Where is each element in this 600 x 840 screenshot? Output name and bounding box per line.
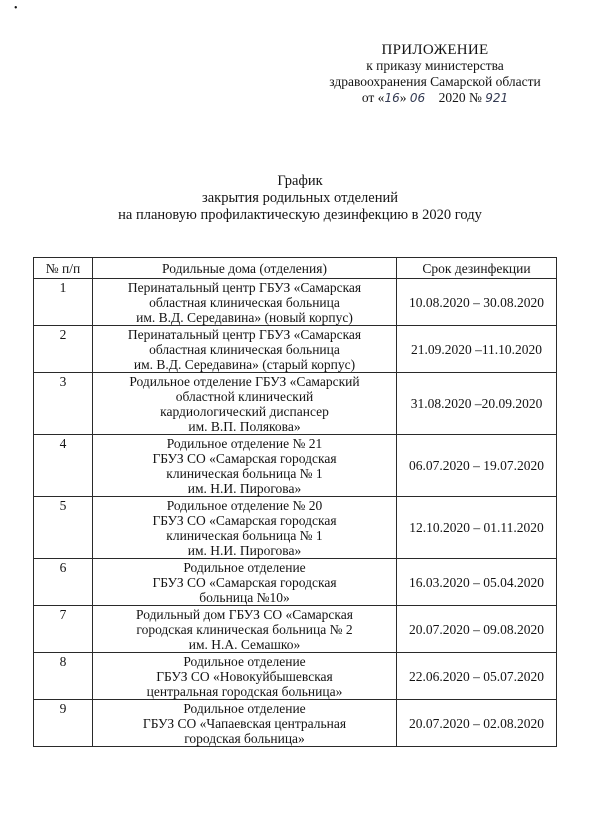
- table-row: [34, 279, 557, 326]
- maternity-name-line: ГБУЗ СО «Самарская городская: [152, 575, 337, 590]
- row-number: 5: [34, 497, 93, 559]
- row-number: 9: [34, 700, 93, 747]
- disinfection-period: 20.07.2020 – 02.08.2020: [397, 700, 557, 747]
- maternity-name-line: ГБУЗ СО «Самарская городская: [152, 513, 337, 528]
- column-header-number: № п/п: [34, 258, 93, 279]
- appendix-heading: ПРИЛОЖЕНИЕ: [381, 42, 489, 58]
- schedule-table: [33, 257, 557, 747]
- maternity-name-line: ГБУЗ СО «Самарская городская: [152, 451, 337, 466]
- disinfection-period: 06.07.2020 – 19.07.2020: [397, 435, 557, 497]
- maternity-name-line: им. Н.А. Семашко»: [188, 637, 301, 652]
- maternity-name: [93, 700, 397, 747]
- maternity-name: [93, 606, 397, 653]
- order-number: 921: [485, 91, 509, 105]
- maternity-name-line: клиническая больница № 1: [166, 466, 323, 481]
- row-number: 8: [34, 653, 93, 700]
- maternity-name-line: им. В.Д. Середавина» (старый корпус): [133, 357, 356, 372]
- maternity-name-line: областной клинический: [175, 389, 314, 404]
- column-header-period: Срок дезинфекции: [397, 258, 557, 279]
- title-line-2: закрытия родильных отделений: [201, 190, 398, 206]
- maternity-name-line: кардиологический диспансер: [160, 404, 329, 419]
- document-title: [40, 173, 560, 224]
- table-row: [34, 326, 557, 373]
- maternity-name: [93, 326, 397, 373]
- table-header-row: [34, 258, 557, 279]
- row-number: 7: [34, 606, 93, 653]
- column-header-maternity: Родильные дома (отделения): [93, 258, 397, 279]
- maternity-name-line: им. Н.И. Пирогова»: [187, 481, 302, 496]
- maternity-name-line: Перинатальный центр ГБУЗ «Самарская: [127, 327, 362, 342]
- row-number: 2: [34, 326, 93, 373]
- number-sign: №: [469, 90, 482, 105]
- appendix-block: [300, 42, 570, 106]
- maternity-name-line: городская больница»: [184, 731, 305, 746]
- date-year: 2020: [438, 90, 466, 105]
- maternity-name-line: больница №10»: [199, 590, 290, 605]
- row-number: 4: [34, 435, 93, 497]
- title-line-1: График: [277, 173, 323, 189]
- disinfection-period: 12.10.2020 – 01.11.2020: [397, 497, 557, 559]
- disinfection-period: 21.09.2020 –11.10.2020: [397, 326, 557, 373]
- maternity-name-line: им. В.Д. Середавина» (новый корпус): [136, 310, 353, 325]
- maternity-name: [93, 653, 397, 700]
- maternity-name: [93, 559, 397, 606]
- table-row: [34, 497, 557, 559]
- maternity-name-line: им. Н.И. Пирогова»: [187, 543, 302, 558]
- date-day: 16: [384, 91, 400, 105]
- maternity-name-line: Родильное отделение № 21: [166, 436, 323, 451]
- date-separator: »: [399, 90, 407, 105]
- maternity-name-line: Родильный дом ГБУЗ СО «Самарская: [136, 607, 353, 622]
- maternity-name-line: клиническая больница № 1: [166, 528, 323, 543]
- maternity-name-line: Родильное отделение: [183, 560, 306, 575]
- row-number: 6: [34, 559, 93, 606]
- maternity-name: [93, 435, 397, 497]
- date-month: 06: [409, 91, 426, 105]
- appendix-order-line: к приказу министерства: [366, 58, 504, 73]
- date-prefix: от «: [361, 90, 385, 105]
- disinfection-period: 20.07.2020 – 09.08.2020: [397, 606, 557, 653]
- maternity-name-line: Перинатальный центр ГБУЗ «Самарская: [127, 280, 362, 295]
- table-row: [34, 606, 557, 653]
- table-row: [34, 373, 557, 435]
- table-row: [34, 700, 557, 747]
- maternity-name: [93, 279, 397, 326]
- maternity-name: [93, 373, 397, 435]
- maternity-name-line: областная клиническая больница: [149, 342, 340, 357]
- disinfection-period: 31.08.2020 –20.09.2020: [397, 373, 557, 435]
- maternity-name-line: Родильное отделение: [183, 654, 306, 669]
- disinfection-period: 16.03.2020 – 05.04.2020: [397, 559, 557, 606]
- maternity-name-line: ГБУЗ СО «Новокуйбышевская: [156, 669, 333, 684]
- maternity-name-line: Родильное отделение: [183, 701, 306, 716]
- maternity-name-line: городская клиническая больница № 2: [136, 622, 353, 637]
- maternity-name-line: областная клиническая больница: [149, 295, 340, 310]
- maternity-name: [93, 497, 397, 559]
- maternity-name-line: им. В.П. Полякова»: [188, 419, 301, 434]
- maternity-name-line: Родильное отделение № 20: [166, 498, 323, 513]
- maternity-name-line: Родильное отделение ГБУЗ «Самарский: [129, 374, 360, 389]
- table-row: [34, 653, 557, 700]
- table-body: [34, 279, 557, 747]
- row-number: 3: [34, 373, 93, 435]
- title-line-3: на плановую профилактическую дезинфекцию в 2020 году: [118, 207, 482, 223]
- appendix-date-line: [300, 90, 570, 106]
- appendix-ministry-line: здравоохранения Самарской области: [329, 74, 541, 89]
- table-row: [34, 559, 557, 606]
- scan-mark: •: [14, 3, 18, 14]
- maternity-name-line: ГБУЗ СО «Чапаевская центральная: [142, 716, 347, 731]
- table-row: [34, 435, 557, 497]
- maternity-name-line: центральная городская больница»: [146, 684, 343, 699]
- disinfection-period: 22.06.2020 – 05.07.2020: [397, 653, 557, 700]
- disinfection-period: 10.08.2020 – 30.08.2020: [397, 279, 557, 326]
- row-number: 1: [34, 279, 93, 326]
